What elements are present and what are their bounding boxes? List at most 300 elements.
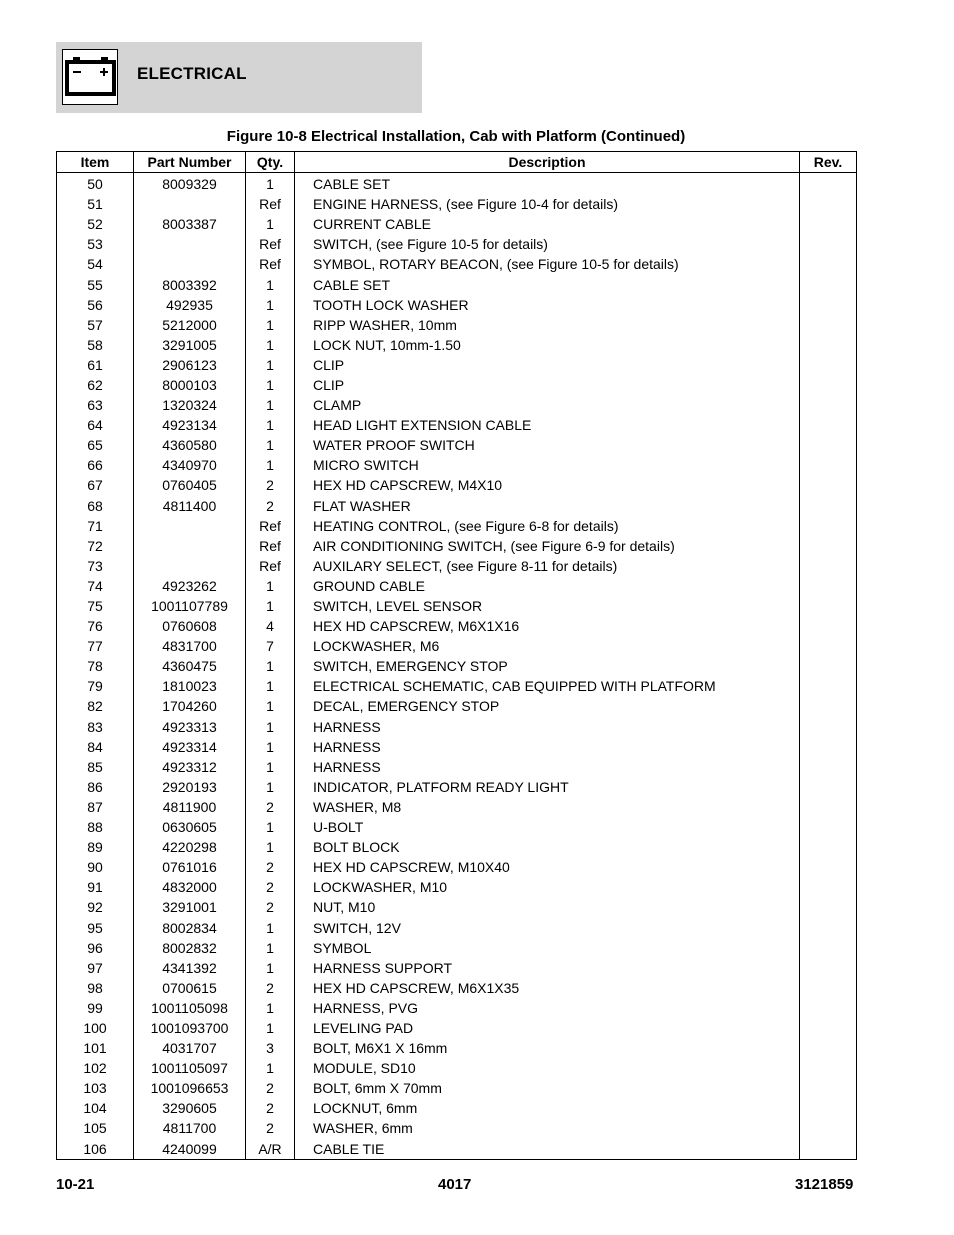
- table-row: [57, 978, 857, 998]
- cell-item: 82: [57, 696, 134, 716]
- cell-item: 100: [57, 1018, 134, 1038]
- cell-rev: [800, 335, 857, 355]
- cell-description: HEX HD CAPSCREW, M6X1X35: [295, 978, 800, 998]
- cell-rev: [800, 616, 857, 636]
- column-header-rev: Rev.: [800, 152, 857, 173]
- cell-qty: 3: [246, 1038, 295, 1058]
- cell-part-number: 4811400: [134, 496, 246, 516]
- cell-item: 87: [57, 797, 134, 817]
- cell-qty: Ref: [246, 254, 295, 274]
- cell-description: HEAD LIGHT EXTENSION CABLE: [295, 415, 800, 435]
- cell-description: HEX HD CAPSCREW, M4X10: [295, 475, 800, 495]
- cell-description: CURRENT CABLE: [295, 214, 800, 234]
- cell-rev: [800, 1118, 857, 1138]
- table-row: [57, 998, 857, 1018]
- cell-rev: [800, 1058, 857, 1078]
- cell-description: TOOTH LOCK WASHER: [295, 295, 800, 315]
- cell-rev: [800, 214, 857, 234]
- cell-description: HEX HD CAPSCREW, M10X40: [295, 857, 800, 877]
- cell-part-number: 3291005: [134, 335, 246, 355]
- cell-qty: 1: [246, 274, 295, 294]
- cell-rev: [800, 375, 857, 395]
- cell-rev: [800, 837, 857, 857]
- cell-qty: 1: [246, 455, 295, 475]
- cell-description: BOLT BLOCK: [295, 837, 800, 857]
- cell-description: NUT, M10: [295, 897, 800, 917]
- table-row: [57, 857, 857, 877]
- table-row: [57, 536, 857, 556]
- cell-part-number: 4923313: [134, 717, 246, 737]
- cell-description: SWITCH, (see Figure 10-5 for details): [295, 234, 800, 254]
- cell-rev: [800, 475, 857, 495]
- cell-item: 77: [57, 636, 134, 656]
- cell-rev: [800, 395, 857, 415]
- table-row: [57, 757, 857, 777]
- cell-qty: 2: [246, 978, 295, 998]
- table-row: [57, 938, 857, 958]
- cell-rev: [800, 295, 857, 315]
- cell-qty: 1: [246, 676, 295, 696]
- cell-rev: [800, 917, 857, 937]
- cell-part-number: [134, 556, 246, 576]
- cell-description: CLIP: [295, 355, 800, 375]
- table-row: [57, 636, 857, 656]
- cell-rev: [800, 576, 857, 596]
- cell-description: HARNESS, PVG: [295, 998, 800, 1018]
- cell-qty: 1: [246, 917, 295, 937]
- table-row: [57, 1038, 857, 1058]
- cell-part-number: 1320324: [134, 395, 246, 415]
- cell-rev: [800, 797, 857, 817]
- cell-description: CLAMP: [295, 395, 800, 415]
- cell-item: 68: [57, 496, 134, 516]
- cell-item: 50: [57, 173, 134, 195]
- table-row: [57, 496, 857, 516]
- cell-rev: [800, 757, 857, 777]
- cell-description: CABLE TIE: [295, 1139, 800, 1160]
- cell-item: 104: [57, 1098, 134, 1118]
- cell-description: LOCK NUT, 10mm-1.50: [295, 335, 800, 355]
- cell-rev: [800, 938, 857, 958]
- cell-rev: [800, 415, 857, 435]
- cell-part-number: 0760608: [134, 616, 246, 636]
- table-row: [57, 1018, 857, 1038]
- cell-item: 86: [57, 777, 134, 797]
- cell-part-number: 1001107789: [134, 596, 246, 616]
- cell-qty: 1: [246, 355, 295, 375]
- cell-description: MODULE, SD10: [295, 1058, 800, 1078]
- cell-description: HARNESS SUPPORT: [295, 958, 800, 978]
- cell-item: 51: [57, 194, 134, 214]
- table-row: [57, 335, 857, 355]
- cell-part-number: 4811700: [134, 1118, 246, 1138]
- cell-item: 105: [57, 1118, 134, 1138]
- table-header-row: [57, 152, 857, 173]
- cell-description: LOCKWASHER, M10: [295, 877, 800, 897]
- table-row: [57, 214, 857, 234]
- cell-part-number: 0700615: [134, 978, 246, 998]
- parts-table: [56, 151, 857, 1160]
- table-row: [57, 737, 857, 757]
- cell-qty: 2: [246, 857, 295, 877]
- cell-description: HARNESS: [295, 737, 800, 757]
- cell-part-number: 8003392: [134, 274, 246, 294]
- cell-part-number: [134, 234, 246, 254]
- cell-description: CLIP: [295, 375, 800, 395]
- cell-qty: 1: [246, 696, 295, 716]
- table-row: [57, 958, 857, 978]
- cell-qty: 1: [246, 757, 295, 777]
- cell-item: 65: [57, 435, 134, 455]
- cell-part-number: 4923134: [134, 415, 246, 435]
- table-row: [57, 1078, 857, 1098]
- table-row: [57, 435, 857, 455]
- cell-rev: [800, 516, 857, 536]
- cell-part-number: [134, 516, 246, 536]
- cell-rev: [800, 1038, 857, 1058]
- table-row: [57, 917, 857, 937]
- cell-qty: 1: [246, 395, 295, 415]
- cell-part-number: 3290605: [134, 1098, 246, 1118]
- cell-qty: 2: [246, 897, 295, 917]
- cell-qty: 1: [246, 214, 295, 234]
- cell-qty: 1: [246, 1018, 295, 1038]
- table-row: [57, 295, 857, 315]
- cell-part-number: 492935: [134, 295, 246, 315]
- cell-part-number: [134, 194, 246, 214]
- table-row: [57, 556, 857, 576]
- cell-qty: 1: [246, 958, 295, 978]
- model-number: 4017: [438, 1176, 472, 1193]
- cell-part-number: 3291001: [134, 897, 246, 917]
- cell-item: 62: [57, 375, 134, 395]
- cell-rev: [800, 656, 857, 676]
- cell-item: 55: [57, 274, 134, 294]
- cell-part-number: 4220298: [134, 837, 246, 857]
- cell-qty: 1: [246, 375, 295, 395]
- cell-part-number: 0760405: [134, 475, 246, 495]
- cell-description: WASHER, M8: [295, 797, 800, 817]
- cell-qty: 1: [246, 837, 295, 857]
- cell-item: 88: [57, 817, 134, 837]
- cell-part-number: 4923314: [134, 737, 246, 757]
- cell-description: HARNESS: [295, 717, 800, 737]
- cell-rev: [800, 696, 857, 716]
- cell-part-number: [134, 536, 246, 556]
- cell-rev: [800, 777, 857, 797]
- cell-rev: [800, 1018, 857, 1038]
- cell-part-number: 4240099: [134, 1139, 246, 1160]
- cell-item: 71: [57, 516, 134, 536]
- cell-rev: [800, 636, 857, 656]
- cell-item: 61: [57, 355, 134, 375]
- cell-item: 106: [57, 1139, 134, 1160]
- cell-rev: [800, 556, 857, 576]
- cell-item: 97: [57, 958, 134, 978]
- cell-qty: Ref: [246, 516, 295, 536]
- cell-item: 52: [57, 214, 134, 234]
- cell-qty: A/R: [246, 1139, 295, 1160]
- cell-description: HEX HD CAPSCREW, M6X1X16: [295, 616, 800, 636]
- cell-description: CABLE SET: [295, 274, 800, 294]
- cell-description: LOCKNUT, 6mm: [295, 1098, 800, 1118]
- cell-part-number: 0761016: [134, 857, 246, 877]
- cell-rev: [800, 536, 857, 556]
- table-row: [57, 455, 857, 475]
- cell-qty: 1: [246, 295, 295, 315]
- cell-part-number: 8009329: [134, 173, 246, 195]
- cell-item: 57: [57, 315, 134, 335]
- cell-description: HARNESS: [295, 757, 800, 777]
- cell-qty: 1: [246, 173, 295, 195]
- cell-qty: 1: [246, 938, 295, 958]
- table-row: [57, 616, 857, 636]
- cell-part-number: 4831700: [134, 636, 246, 656]
- cell-description: HEATING CONTROL, (see Figure 6-8 for details): [295, 516, 800, 536]
- cell-description: BOLT, M6X1 X 16mm: [295, 1038, 800, 1058]
- cell-part-number: 8003387: [134, 214, 246, 234]
- cell-item: 54: [57, 254, 134, 274]
- cell-rev: [800, 958, 857, 978]
- cell-rev: [800, 998, 857, 1018]
- cell-qty: 1: [246, 737, 295, 757]
- cell-item: 58: [57, 335, 134, 355]
- cell-rev: [800, 355, 857, 375]
- table-row: [57, 797, 857, 817]
- cell-item: 72: [57, 536, 134, 556]
- cell-part-number: 4923312: [134, 757, 246, 777]
- cell-part-number: 2920193: [134, 777, 246, 797]
- cell-rev: [800, 877, 857, 897]
- cell-qty: 2: [246, 877, 295, 897]
- cell-description: SWITCH, LEVEL SENSOR: [295, 596, 800, 616]
- cell-description: LEVELING PAD: [295, 1018, 800, 1038]
- cell-description: AUXILARY SELECT, (see Figure 8-11 for details): [295, 556, 800, 576]
- page-number: 10-21: [56, 1176, 95, 1193]
- cell-part-number: 8002832: [134, 938, 246, 958]
- cell-part-number: 2906123: [134, 355, 246, 375]
- table-row: [57, 596, 857, 616]
- cell-item: 75: [57, 596, 134, 616]
- cell-qty: 2: [246, 1118, 295, 1138]
- cell-description: LOCKWASHER, M6: [295, 636, 800, 656]
- cell-description: SYMBOL: [295, 938, 800, 958]
- cell-qty: 1: [246, 777, 295, 797]
- cell-item: 99: [57, 998, 134, 1018]
- cell-qty: 1: [246, 435, 295, 455]
- cell-item: 90: [57, 857, 134, 877]
- cell-rev: [800, 857, 857, 877]
- column-header-description: Description: [295, 152, 800, 173]
- table-row: [57, 274, 857, 294]
- cell-part-number: 1704260: [134, 696, 246, 716]
- cell-description: SYMBOL, ROTARY BEACON, (see Figure 10-5 for details): [295, 254, 800, 274]
- cell-item: 74: [57, 576, 134, 596]
- cell-rev: [800, 978, 857, 998]
- cell-item: 98: [57, 978, 134, 998]
- cell-description: INDICATOR, PLATFORM READY LIGHT: [295, 777, 800, 797]
- cell-rev: [800, 717, 857, 737]
- cell-item: 84: [57, 737, 134, 757]
- cell-item: 79: [57, 676, 134, 696]
- column-header-qty: Qty.: [246, 152, 295, 173]
- cell-part-number: 1001105097: [134, 1058, 246, 1078]
- cell-rev: [800, 234, 857, 254]
- table-row: [57, 475, 857, 495]
- cell-item: 89: [57, 837, 134, 857]
- cell-part-number: 8000103: [134, 375, 246, 395]
- cell-description: GROUND CABLE: [295, 576, 800, 596]
- cell-rev: [800, 254, 857, 274]
- figure-title: Figure 10-8 Electrical Installation, Cab with Platform (Continued): [226, 128, 686, 145]
- cell-qty: 1: [246, 315, 295, 335]
- table-row: [57, 173, 857, 195]
- table-row: [57, 1058, 857, 1078]
- cell-qty: 1: [246, 335, 295, 355]
- cell-part-number: 1001096653: [134, 1078, 246, 1098]
- table-row: [57, 817, 857, 837]
- cell-qty: 1: [246, 998, 295, 1018]
- cell-item: 63: [57, 395, 134, 415]
- table-body: [57, 173, 857, 1160]
- cell-rev: [800, 274, 857, 294]
- cell-qty: 2: [246, 1078, 295, 1098]
- cell-qty: 7: [246, 636, 295, 656]
- cell-part-number: 4341392: [134, 958, 246, 978]
- cell-description: WATER PROOF SWITCH: [295, 435, 800, 455]
- cell-qty: 1: [246, 576, 295, 596]
- cell-part-number: 0630605: [134, 817, 246, 837]
- cell-item: 95: [57, 917, 134, 937]
- table-row: [57, 1139, 857, 1160]
- cell-item: 92: [57, 897, 134, 917]
- table-row: [57, 516, 857, 536]
- cell-qty: 1: [246, 717, 295, 737]
- cell-part-number: 4923262: [134, 576, 246, 596]
- table-row: [57, 395, 857, 415]
- cell-rev: [800, 1139, 857, 1160]
- cell-part-number: 4031707: [134, 1038, 246, 1058]
- cell-description: AIR CONDITIONING SWITCH, (see Figure 6-9 for details): [295, 536, 800, 556]
- cell-qty: 2: [246, 1098, 295, 1118]
- cell-qty: 2: [246, 475, 295, 495]
- cell-item: 78: [57, 656, 134, 676]
- cell-item: 53: [57, 234, 134, 254]
- battery-icon: [62, 49, 118, 105]
- cell-qty: Ref: [246, 234, 295, 254]
- cell-description: U-BOLT: [295, 817, 800, 837]
- cell-rev: [800, 194, 857, 214]
- table-row: [57, 355, 857, 375]
- cell-item: 73: [57, 556, 134, 576]
- cell-qty: Ref: [246, 536, 295, 556]
- cell-part-number: 5212000: [134, 315, 246, 335]
- table-row: [57, 234, 857, 254]
- table-row: [57, 576, 857, 596]
- cell-description: SWITCH, 12V: [295, 917, 800, 937]
- cell-qty: 1: [246, 596, 295, 616]
- table-row: [57, 1098, 857, 1118]
- cell-part-number: 4832000: [134, 877, 246, 897]
- cell-part-number: 4811900: [134, 797, 246, 817]
- cell-part-number: 1001105098: [134, 998, 246, 1018]
- cell-rev: [800, 1098, 857, 1118]
- cell-item: 102: [57, 1058, 134, 1078]
- cell-qty: 1: [246, 656, 295, 676]
- cell-item: 103: [57, 1078, 134, 1098]
- cell-part-number: [134, 254, 246, 274]
- section-title: ELECTRICAL: [137, 64, 247, 83]
- table-row: [57, 897, 857, 917]
- table-row: [57, 315, 857, 335]
- cell-item: 91: [57, 877, 134, 897]
- cell-rev: [800, 596, 857, 616]
- cell-description: CABLE SET: [295, 173, 800, 195]
- cell-qty: 1: [246, 415, 295, 435]
- column-header-item: Item: [57, 152, 134, 173]
- table-row: [57, 254, 857, 274]
- document-number: 3121859: [795, 1176, 854, 1193]
- cell-item: 64: [57, 415, 134, 435]
- cell-description: FLAT WASHER: [295, 496, 800, 516]
- cell-description: WASHER, 6mm: [295, 1118, 800, 1138]
- table-row: [57, 1118, 857, 1138]
- table-row: [57, 717, 857, 737]
- table-row: [57, 696, 857, 716]
- cell-rev: [800, 676, 857, 696]
- table-row: [57, 676, 857, 696]
- cell-part-number: 1001093700: [134, 1018, 246, 1038]
- table-row: [57, 194, 857, 214]
- cell-part-number: 4340970: [134, 455, 246, 475]
- cell-description: SWITCH, EMERGENCY STOP: [295, 656, 800, 676]
- cell-item: 85: [57, 757, 134, 777]
- cell-item: 76: [57, 616, 134, 636]
- cell-item: 66: [57, 455, 134, 475]
- cell-item: 96: [57, 938, 134, 958]
- cell-part-number: 8002834: [134, 917, 246, 937]
- cell-item: 56: [57, 295, 134, 315]
- cell-rev: [800, 1078, 857, 1098]
- cell-rev: [800, 897, 857, 917]
- cell-qty: 1: [246, 1058, 295, 1078]
- cell-qty: 2: [246, 797, 295, 817]
- table-row: [57, 375, 857, 395]
- cell-description: ELECTRICAL SCHEMATIC, CAB EQUIPPED WITH PLATFORM: [295, 676, 800, 696]
- table-row: [57, 656, 857, 676]
- cell-part-number: 1810023: [134, 676, 246, 696]
- cell-rev: [800, 435, 857, 455]
- cell-qty: Ref: [246, 556, 295, 576]
- cell-qty: 4: [246, 616, 295, 636]
- cell-rev: [800, 737, 857, 757]
- cell-description: BOLT, 6mm X 70mm: [295, 1078, 800, 1098]
- cell-qty: 1: [246, 817, 295, 837]
- table-row: [57, 837, 857, 857]
- cell-rev: [800, 455, 857, 475]
- cell-item: 67: [57, 475, 134, 495]
- cell-rev: [800, 315, 857, 335]
- cell-qty: 2: [246, 496, 295, 516]
- cell-part-number: 4360580: [134, 435, 246, 455]
- cell-description: DECAL, EMERGENCY STOP: [295, 696, 800, 716]
- cell-item: 101: [57, 1038, 134, 1058]
- cell-rev: [800, 817, 857, 837]
- table-row: [57, 877, 857, 897]
- cell-part-number: 4360475: [134, 656, 246, 676]
- cell-qty: Ref: [246, 194, 295, 214]
- column-header-part-number: Part Number: [134, 152, 246, 173]
